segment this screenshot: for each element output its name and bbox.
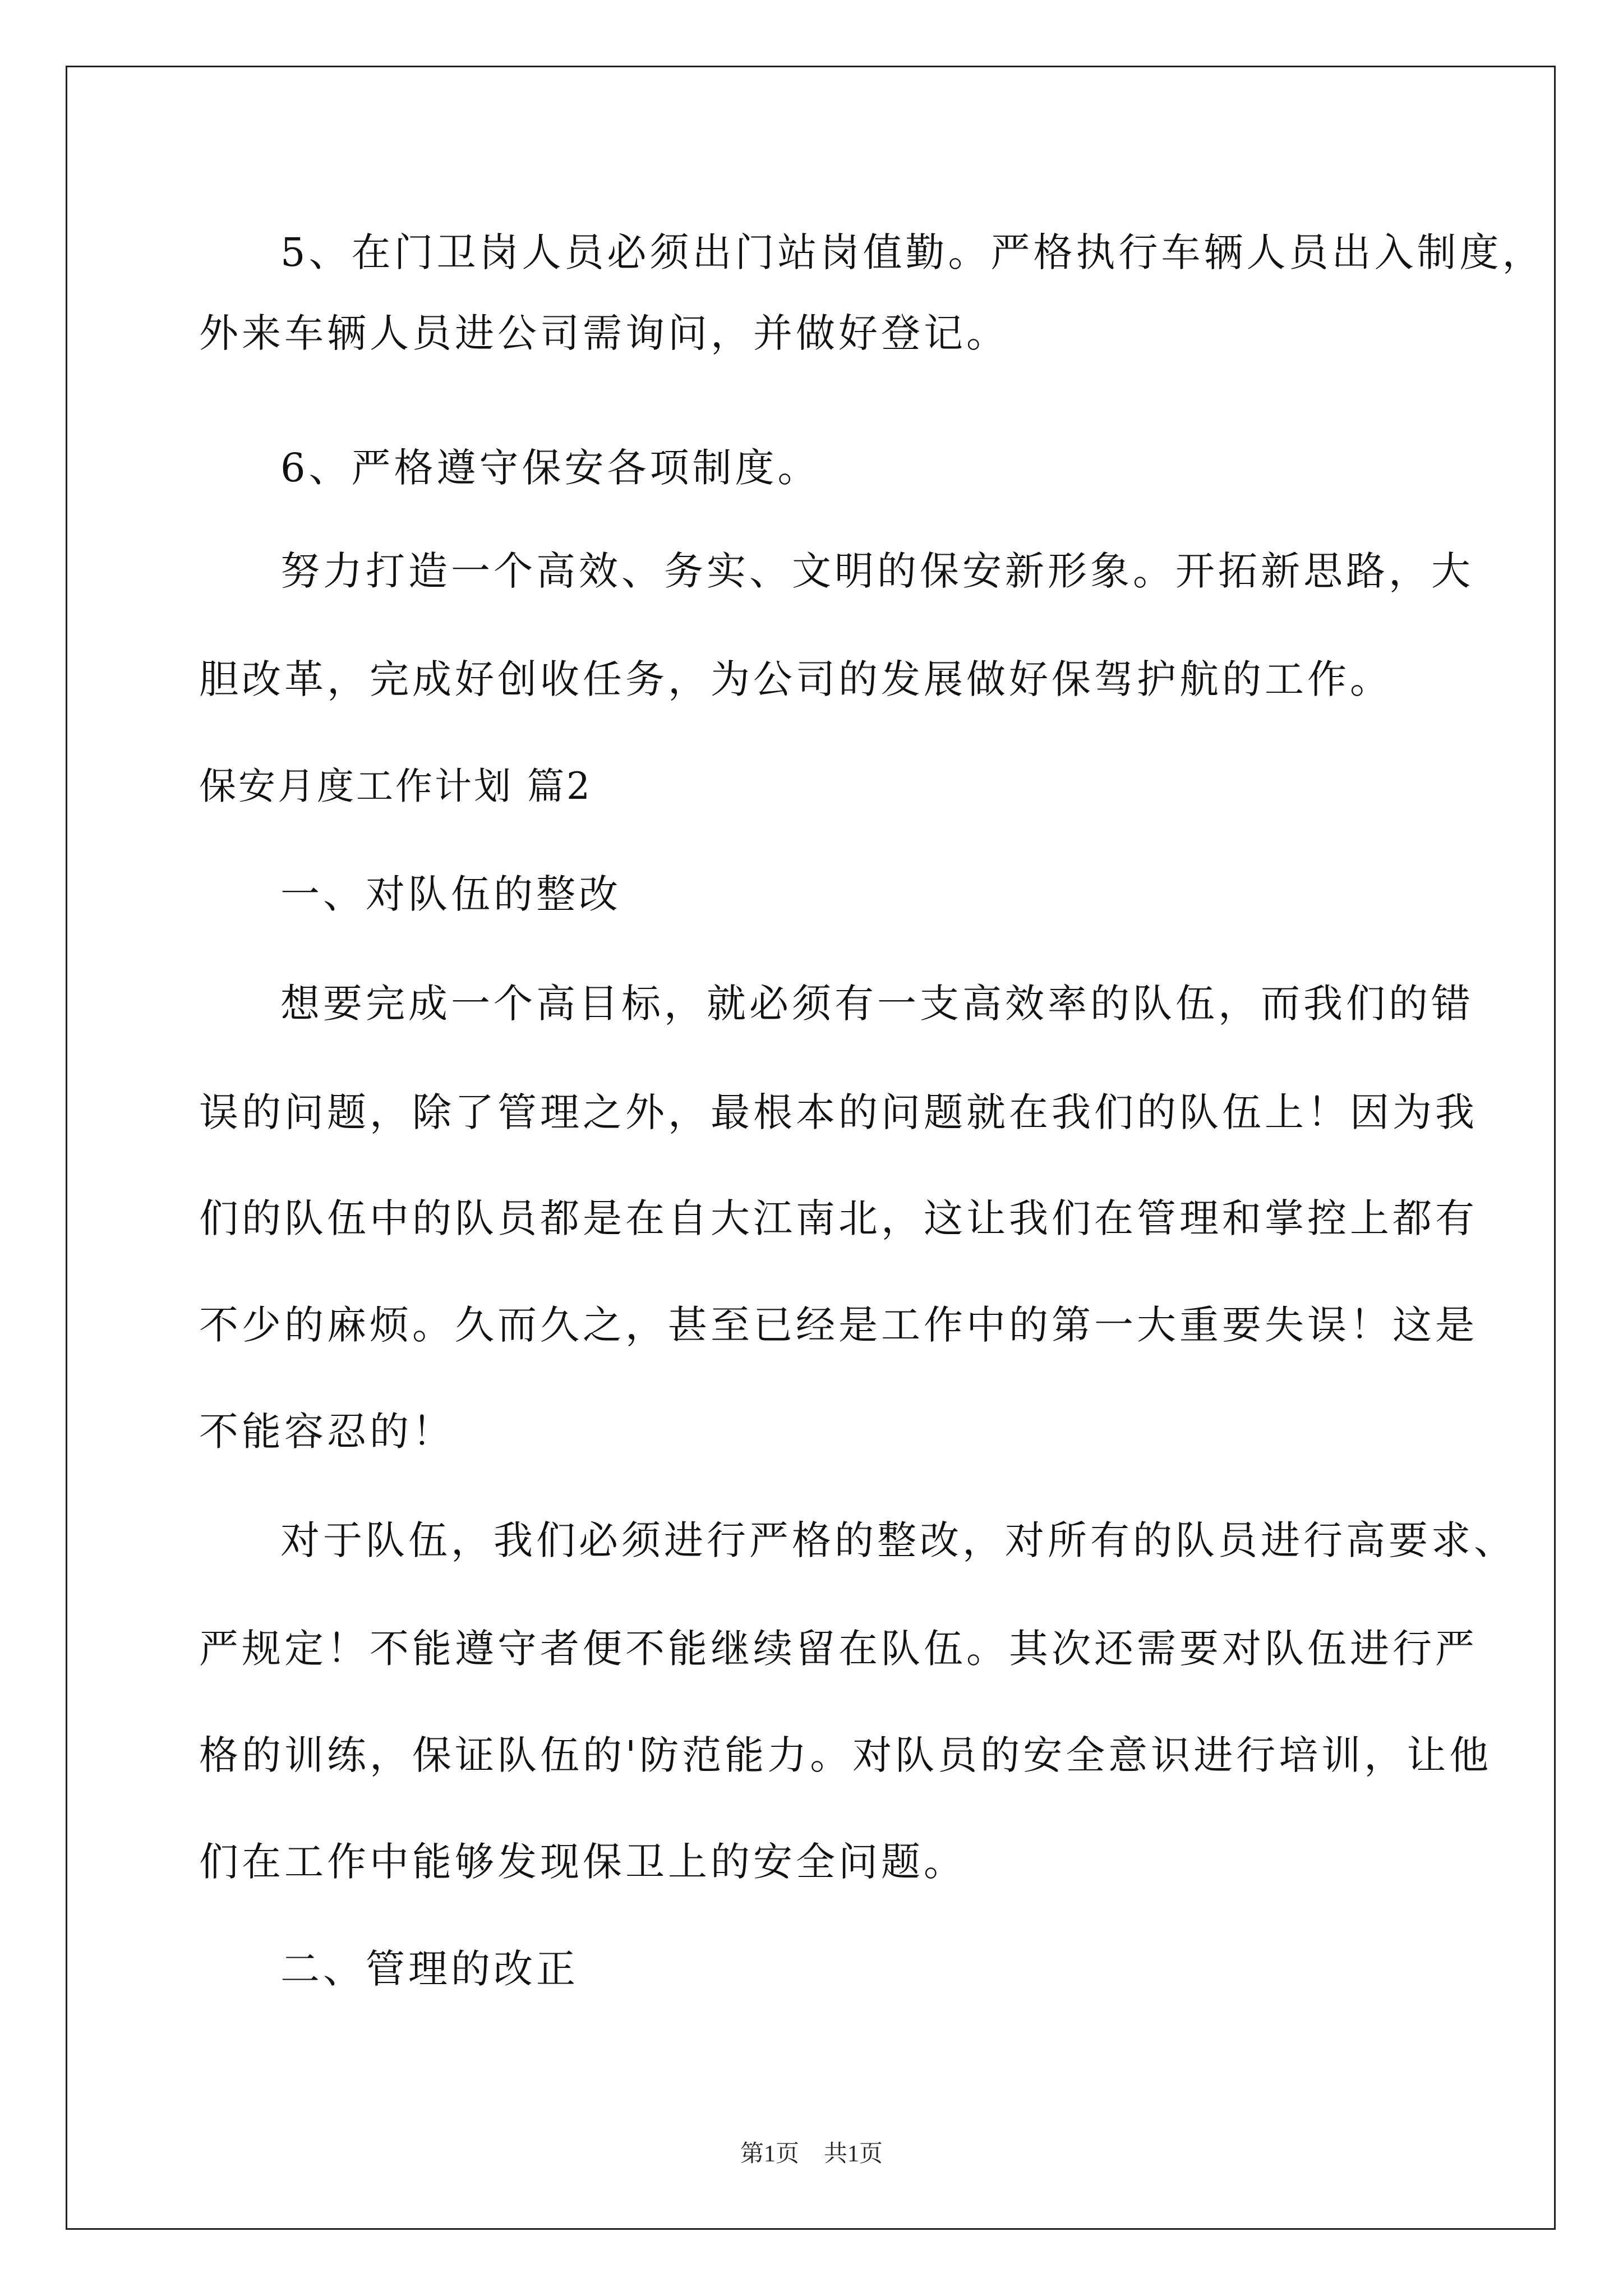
paragraph-rectify-line-1: 对于队伍，我们必须进行严格的整改，对所有的队员进行高要求、 [280, 1517, 1516, 1563]
paragraph-team-line-3: 们的队伍中的队员都是在自大江南北，这让我们在管理和掌控上都有 [199, 1195, 1478, 1241]
paragraph-rectify-line-4: 们在工作中能够发现保卫上的安全问题。 [199, 1839, 966, 1885]
page-number-current: 第1页 [740, 2141, 799, 2167]
paragraph-closing-line-2: 胆改革，完成好创收任务，为公司的发展做好保驾护航的工作。 [199, 656, 1393, 702]
paragraph-team-line-2: 误的问题，除了管理之外，最根本的问题就在我们的队伍上！因为我 [199, 1089, 1478, 1135]
page-footer [0, 2137, 1623, 2171]
section-title: 保安月度工作计划 篇2 [199, 765, 592, 808]
subheading-team-rectification: 一、对队伍的整改 [280, 871, 621, 917]
paragraph-team-line-5: 不能容忍的！ [199, 1409, 455, 1455]
paragraph-rectify-line-2: 严规定！不能遵守者便不能继续留在队伍。其次还需要对队伍进行严 [199, 1626, 1478, 1672]
page-number-total: 共1页 [824, 2141, 883, 2167]
subheading-management-correction: 二、管理的改正 [280, 1946, 579, 1992]
paragraph-item-5-line-2: 外来车辆人员进公司需询问，并做好登记。 [199, 310, 1009, 356]
page-border [66, 66, 1556, 2230]
paragraph-rectify-line-3: 格的训练，保证队伍的'防范能力。对队员的安全意识进行培训，让他 [199, 1732, 1492, 1778]
paragraph-item-6: 6、严格遵守保安各项制度。 [280, 445, 820, 491]
paragraph-team-line-1: 想要完成一个高目标，就必须有一支高效率的队伍，而我们的错 [280, 981, 1474, 1027]
paragraph-team-line-4: 不少的麻烦。久而久之，甚至已经是工作中的第一大重要失误！这是 [199, 1302, 1478, 1348]
paragraph-item-5-line-1: 5、在门卫岗人员必须出门站岗值勤。严格执行车辆人员出入制度， [280, 229, 1545, 275]
paragraph-closing-line-1: 努力打造一个高效、务实、文明的保安新形象。开拓新思路，大 [280, 548, 1474, 594]
